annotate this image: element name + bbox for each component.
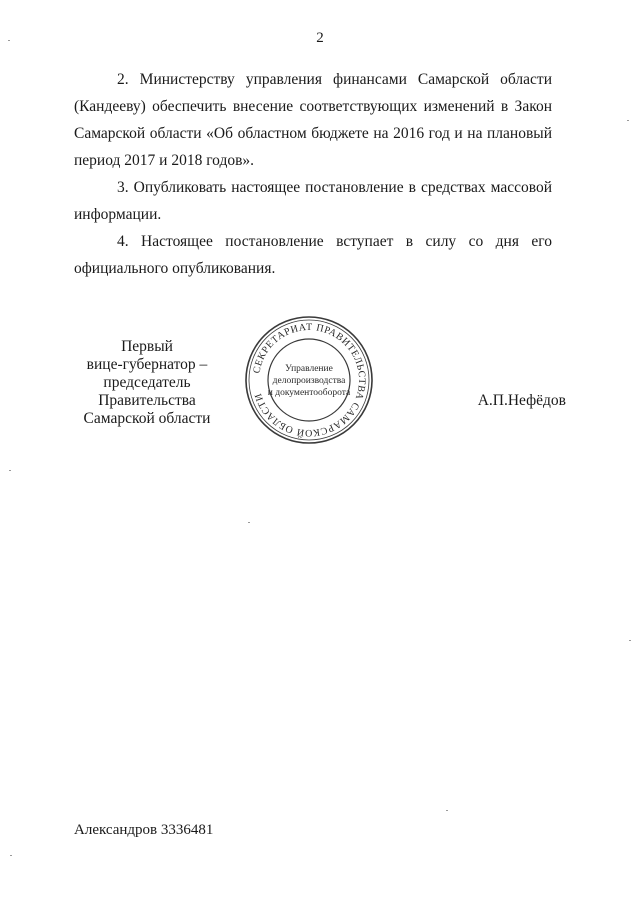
scan-speck <box>8 40 10 41</box>
scan-speck <box>9 470 11 471</box>
seal-center-line: делопроизводства <box>272 376 346 386</box>
signatory-name: А.П.Нефёдов <box>477 392 566 409</box>
executor-note: Александров 3336481 <box>74 822 214 838</box>
scan-speck <box>248 522 250 523</box>
seal-center-line: Управление <box>285 364 333 374</box>
paragraph-item-2: 2. Министерству управления финансами Самарской области (Кандееву) обеспечить внесение соответствующих изменений в Закон Самарской области «Об областном бюджете на 2016 год и на плановый период 2017 и 2018 годов». <box>74 71 552 169</box>
signatory-title-line: председатель Правительства <box>98 374 196 409</box>
scan-speck <box>629 640 631 641</box>
scan-speck <box>627 120 629 121</box>
signatory-title <box>58 338 236 428</box>
seal-center-line: и документооборота <box>267 388 351 398</box>
signatory-title-line: Самарской области <box>83 410 211 427</box>
scan-speck <box>446 810 448 811</box>
scan-speck <box>10 855 12 856</box>
official-seal <box>244 315 374 445</box>
page-number: 2 <box>316 30 324 46</box>
paragraph-item-4: 4. Настоящее постановление вступает в силу со дня его официального опубликования. <box>74 233 552 277</box>
signatory-title-line: Первый <box>121 338 173 355</box>
paragraph-item-3: 3. Опубликовать настоящее постановление в средствах массовой информации. <box>74 179 552 223</box>
signatory-title-line: вице-губернатор – <box>86 356 208 373</box>
seal-ring-text: СЕКРЕТАРИАТ ПРАВИТЕЛЬСТВА САМАРСКОЙ ОБЛАСТИ <box>251 321 368 439</box>
